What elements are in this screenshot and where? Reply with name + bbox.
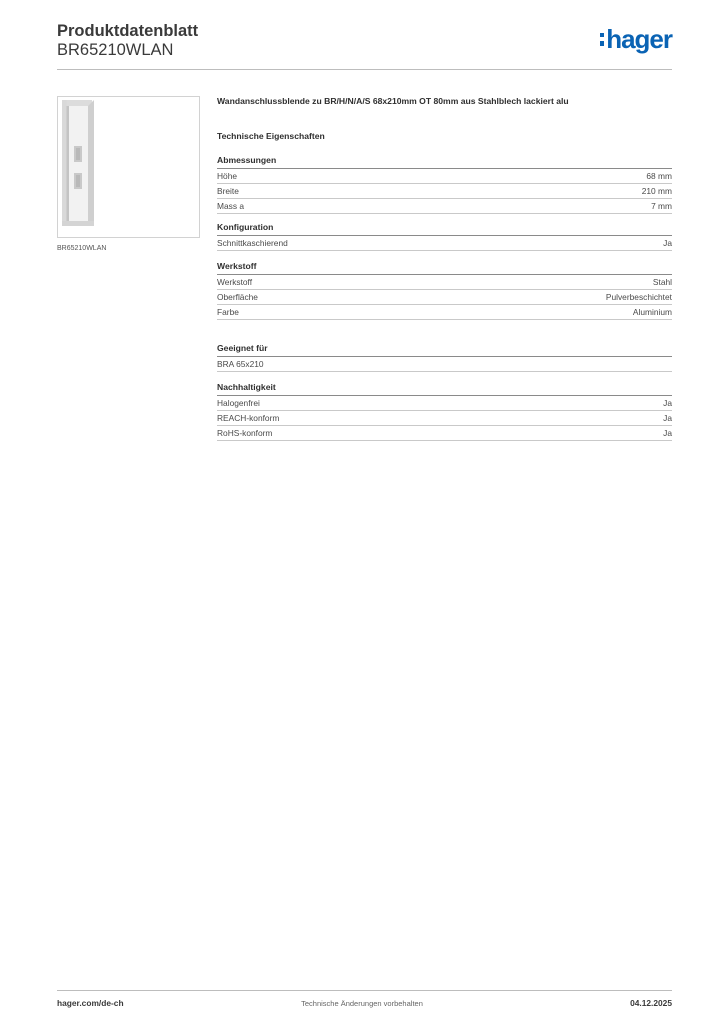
property-row [217,290,672,305]
property-label: REACH-konform [217,413,280,423]
hager-logo [600,25,672,53]
property-label: Höhe [217,171,238,181]
property-value: Stahl [652,277,672,287]
property-value: 68 mm [646,171,672,181]
section-suitable-for [217,343,672,372]
property-value: Ja [663,238,672,248]
technical-properties-heading: Technische Eigenschaften [217,131,325,141]
footer-date: 04.12.2025 [630,998,672,1008]
product-cover-plate-icon [58,97,199,237]
product-image [57,96,200,238]
property-row [217,305,672,320]
footer-disclaimer: Technische Änderungen vorbehalten [301,999,423,1008]
footer-divider [57,990,672,991]
logo-text: hager [606,24,672,54]
property-row [217,411,672,426]
property-label: Halogenfrei [217,398,260,408]
section-material [217,261,672,320]
product-details [217,96,672,438]
document-subtitle: BR65210WLAN [57,41,174,59]
property-value: Ja [663,413,672,423]
document-title: Produktdatenblatt [57,22,199,40]
property-label: Breite [217,186,239,196]
section-dimensions [217,155,672,214]
property-value: Ja [663,428,672,438]
property-value: 7 mm [651,201,672,211]
section-sustainability [217,382,672,441]
property-label: Oberfläche [217,292,258,302]
section-title: Konfiguration [217,222,672,236]
logo-dots-icon [600,31,605,48]
property-row [217,184,672,199]
property-value: 210 mm [641,186,672,196]
property-label: Farbe [217,307,239,317]
section-configuration [217,222,672,251]
property-row [217,169,672,184]
product-description: Wandanschlussblende zu BR/H/N/A/S 68x210mm OT 80mm aus Stahlblech lackiert alu [217,96,569,106]
image-caption: BR65210WLAN [57,245,107,252]
property-row [217,396,672,411]
property-label: BRA 65x210 [217,359,264,369]
property-row [217,357,672,372]
header-divider [57,69,672,70]
property-row [217,275,672,290]
section-title: Geeignet für [217,343,672,357]
property-row [217,199,672,214]
property-value: Ja [663,398,672,408]
property-label: Werkstoff [217,277,253,287]
page-header [57,20,672,70]
property-value: Pulverbeschichtet [605,292,672,302]
property-row [217,236,672,251]
property-label: RoHS-konform [217,428,273,438]
property-value: Aluminium [632,307,672,317]
property-row [217,426,672,441]
property-label: Mass a [217,201,244,211]
section-title: Abmessungen [217,155,672,169]
footer-website-link[interactable]: hager.com/de-ch [57,998,124,1008]
property-label: Schnittkaschierend [217,238,288,248]
section-title: Werkstoff [217,261,672,275]
section-title: Nachhaltigkeit [217,382,672,396]
